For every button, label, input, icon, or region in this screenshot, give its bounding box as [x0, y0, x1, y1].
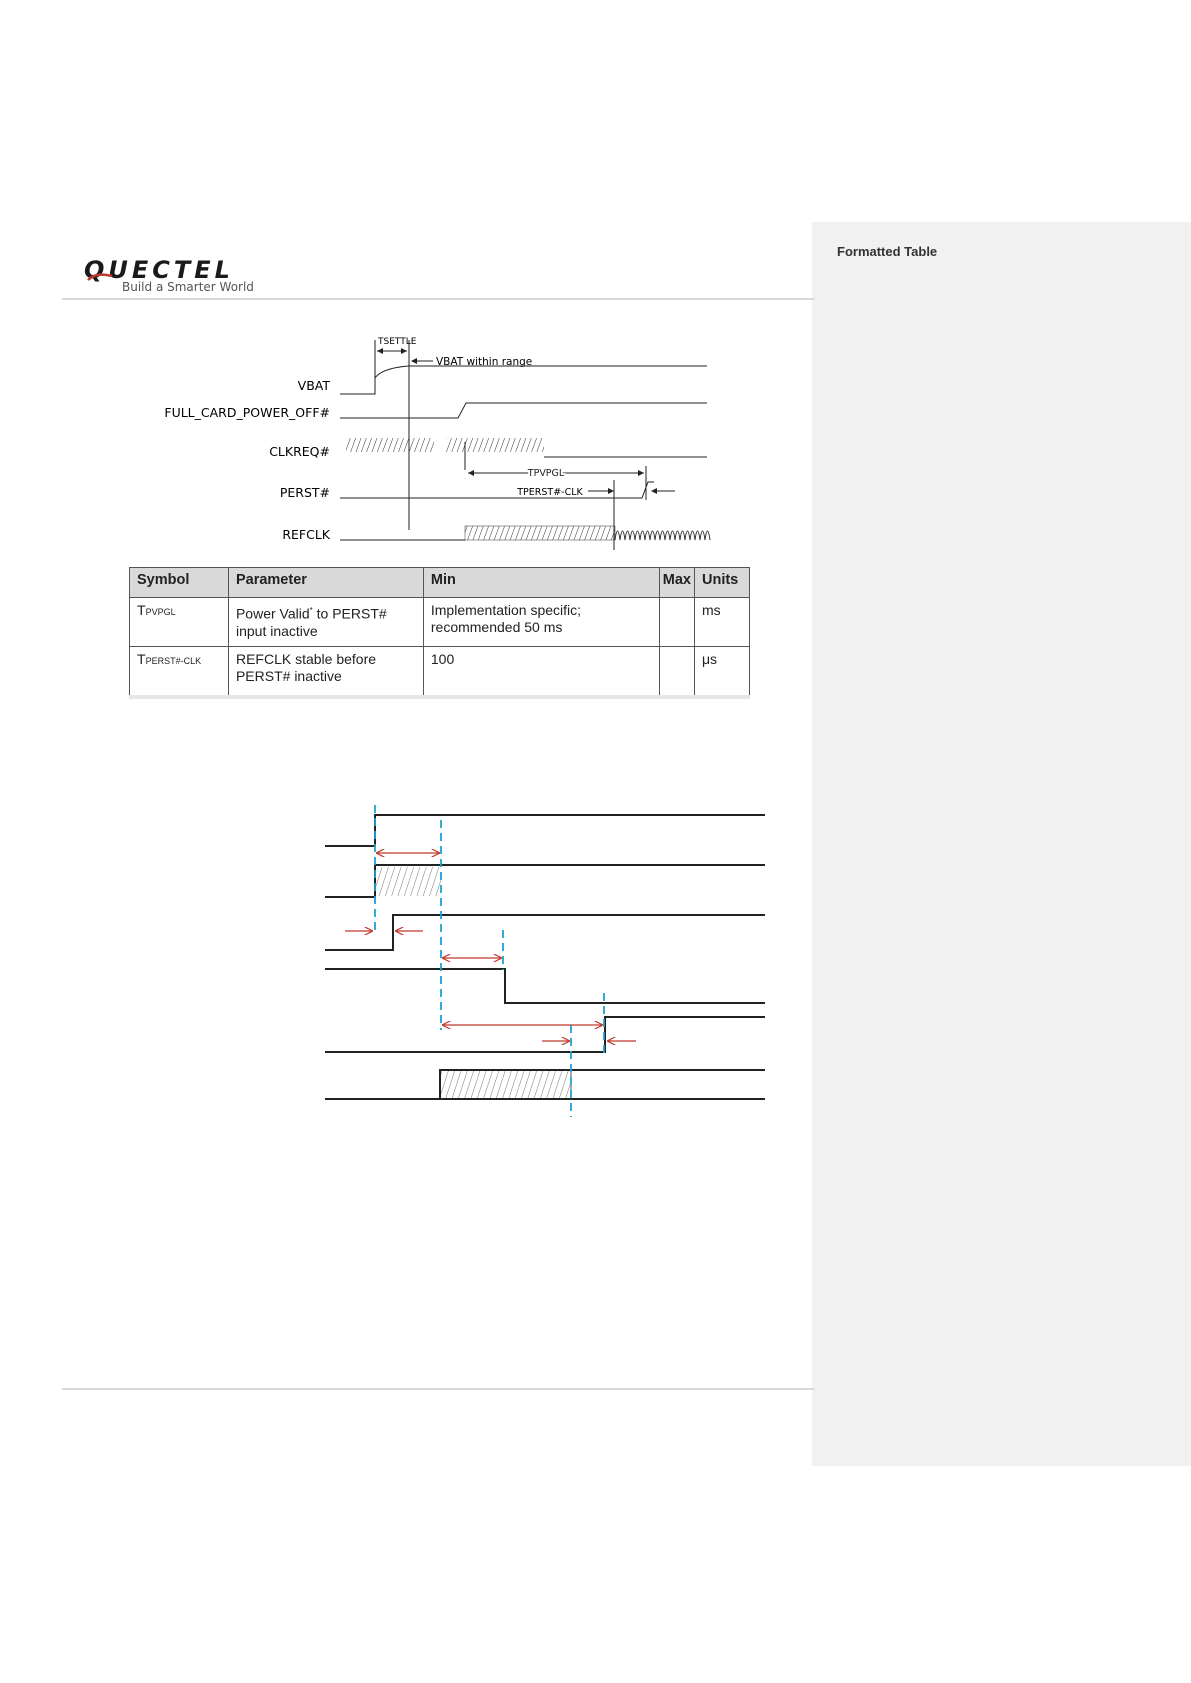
vbat-waveform [340, 366, 707, 394]
refclk-oscillation [615, 531, 710, 540]
waveform-clkreq [325, 915, 765, 950]
company-logo [84, 258, 284, 298]
column-header-symbol: Symbol [130, 568, 229, 598]
column-header-min: Min [423, 568, 659, 598]
symbol-subscript: PERST#-CLK [145, 656, 202, 666]
clkreq-unknown-region-2 [446, 438, 544, 452]
waveform-vbat [325, 815, 765, 846]
cell-max [659, 647, 694, 698]
waveform-perst-falling [325, 969, 765, 1003]
cell-parameter [228, 598, 423, 647]
footer-divider [62, 1388, 814, 1390]
cell-units: ms [694, 598, 749, 647]
signal-label-full-card-power-off: FULL_CARD_POWER_OFF# [164, 405, 330, 420]
column-header-units: Units [694, 568, 749, 598]
cell-symbol [130, 647, 229, 698]
power-on-timing-diagram [150, 330, 720, 555]
min-text: 100 [430, 651, 455, 667]
min-text-line2: recommended 50 ms [430, 619, 563, 635]
cell-min [423, 598, 659, 647]
signal-label-refclk: REFCLK [282, 527, 330, 542]
logo-wordmark-text: QUECTEL [84, 258, 234, 282]
full-card-power-off-waveform [340, 403, 707, 418]
comment-pane [812, 222, 1191, 1466]
table-row [130, 598, 750, 647]
parameter-text: REFCLK stable before [235, 651, 377, 667]
header-divider [62, 298, 814, 300]
module-timing-diagram [320, 805, 770, 1125]
table-row [130, 647, 750, 698]
perst-release-arrowhead [651, 488, 657, 494]
cell-parameter [228, 647, 423, 698]
parameter-text-line2: input inactive [235, 622, 318, 639]
comment-pane-title: Formatted Table [837, 244, 938, 259]
symbol-main: T [137, 602, 146, 618]
cell-units: μs [694, 647, 749, 698]
vbat-range-label: VBAT within range [436, 356, 533, 368]
symbol-main: T [137, 651, 146, 667]
tsettle-label: TSETTLE [378, 337, 417, 347]
tperst-clk-label: TPERST#-CLK [517, 487, 583, 498]
column-header-parameter: Parameter [228, 568, 423, 598]
cell-max [659, 598, 694, 647]
tpvpgl-label: TPVPGL [527, 468, 565, 479]
min-text: Implementation specific; [430, 602, 582, 618]
signal-label-vbat: VBAT [297, 378, 330, 393]
parameter-text-cont: to PERST# [312, 605, 387, 622]
hatched-region-refclk [441, 1071, 571, 1098]
clkreq-unknown-region-1 [346, 438, 434, 452]
signal-label-perst: PERST# [279, 485, 330, 500]
vbat-range-arrowhead [411, 358, 417, 364]
table-header-row [130, 568, 750, 598]
quectel-wordmark [84, 258, 274, 282]
symbol-subscript: PVPGL [145, 607, 176, 617]
logo-tagline: Build a Smarter World [122, 280, 254, 294]
refclk-unstable-region [465, 526, 615, 540]
hatched-region-clkreq [376, 867, 441, 896]
cell-min [423, 647, 659, 698]
tperst-clk-arrowhead [608, 488, 614, 494]
parameter-footnote-mark: * [309, 606, 313, 615]
parameter-text-line2: PERST# inactive [235, 668, 342, 684]
waveform-perst [325, 1017, 765, 1052]
timing-parameter-table [129, 567, 750, 699]
perst-waveform [340, 482, 654, 498]
parameter-text: Power Valid [235, 605, 310, 622]
column-header-max: Max [659, 568, 694, 598]
cell-symbol [130, 598, 229, 647]
signal-label-clkreq: CLKREQ# [269, 444, 330, 459]
